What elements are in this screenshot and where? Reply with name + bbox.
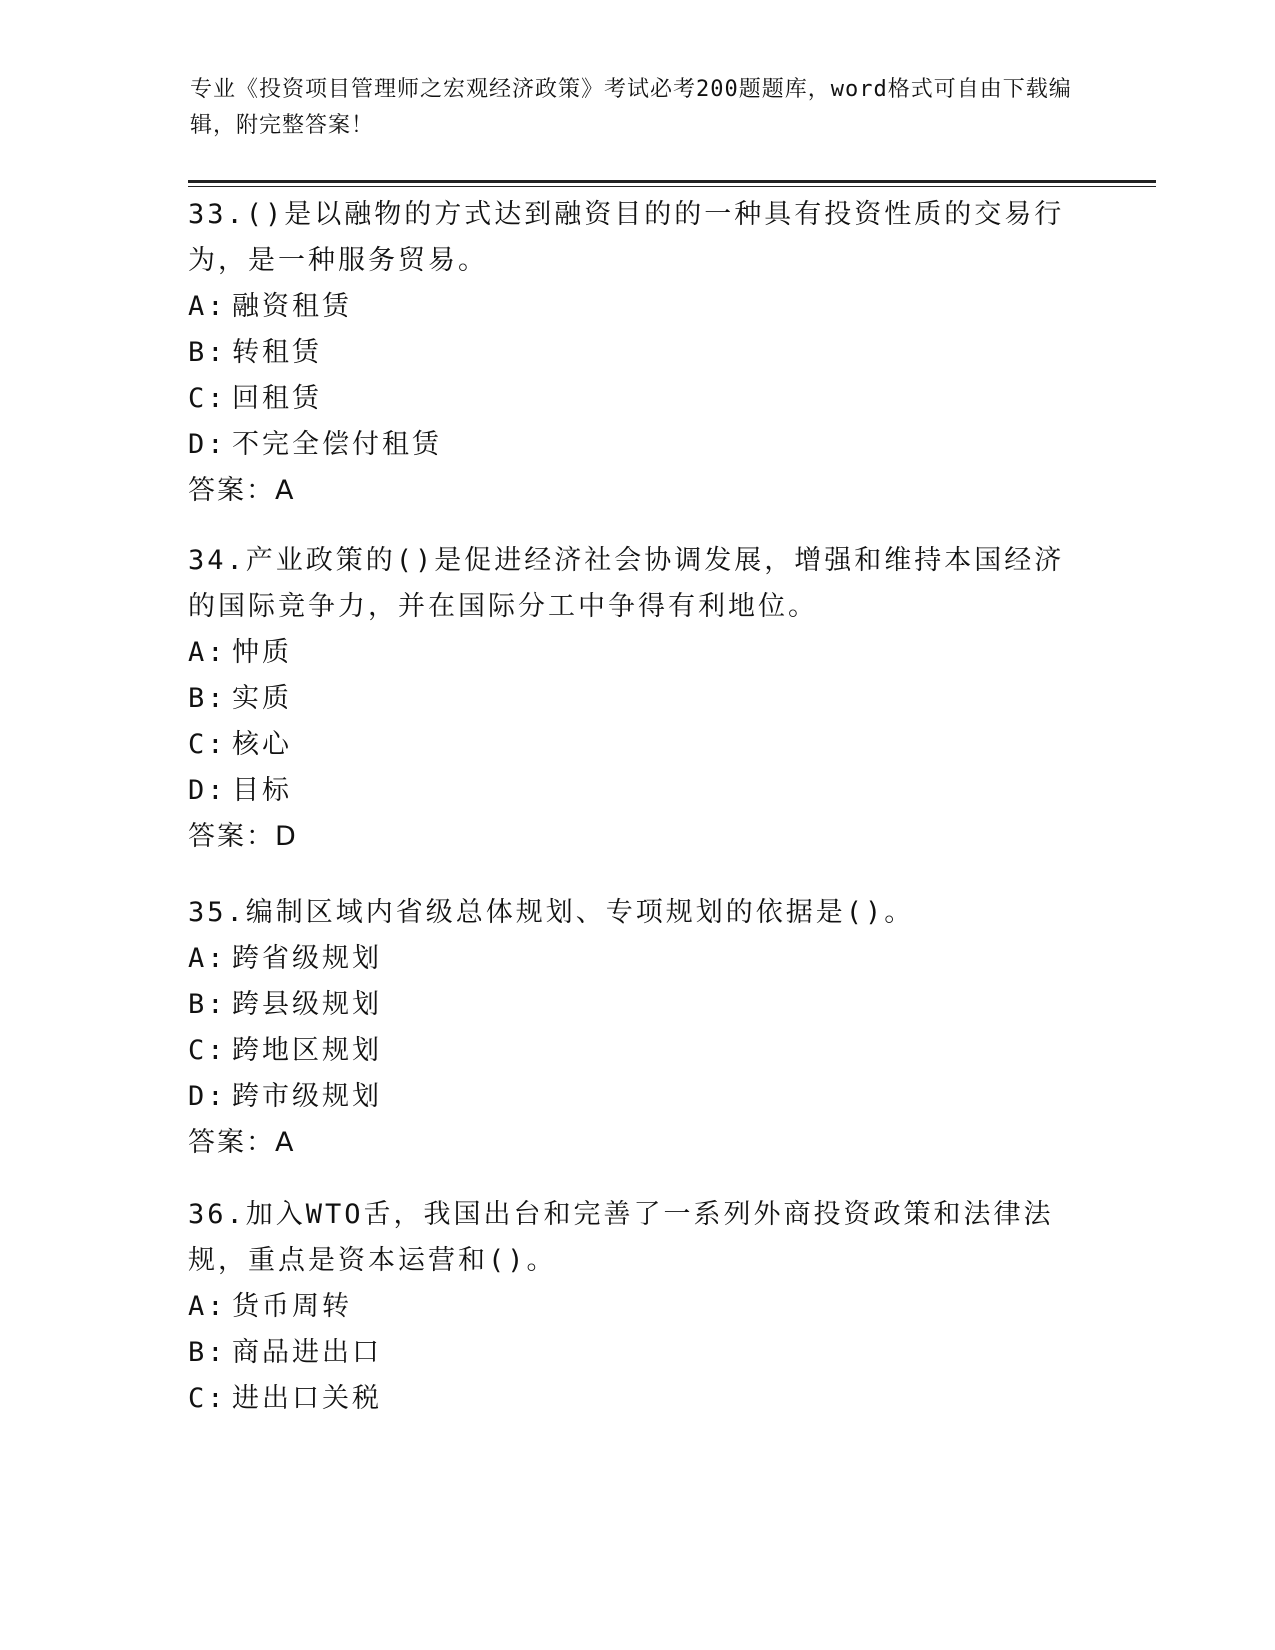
option-text: 进出口关税 — [232, 1383, 382, 1414]
question-34 — [188, 538, 1088, 860]
answer-line: 答案：A — [188, 1127, 296, 1158]
option-c — [188, 1028, 1088, 1074]
option-d — [188, 1074, 1088, 1120]
option-text: 融资租赁 — [232, 291, 352, 322]
option-b — [188, 676, 1088, 722]
option-text: 跨地区规划 — [232, 1035, 382, 1066]
question-35 — [188, 890, 1088, 1166]
header-divider-thin — [188, 186, 1156, 187]
answer-line: 答案：D — [188, 821, 298, 852]
option-list — [188, 936, 1088, 1120]
option-d — [188, 422, 1088, 468]
option-key: A: — [188, 1291, 227, 1322]
option-text: 转租赁 — [232, 337, 322, 368]
option-text: 实质 — [232, 683, 292, 714]
question-stem: 33.()是以融物的方式达到融资目的的一种具有投资性质的交易行为，是一种服务贸易。 — [188, 199, 1065, 276]
header-divider — [188, 180, 1156, 183]
option-key: A: — [188, 943, 227, 974]
option-d — [188, 768, 1088, 814]
option-key: A: — [188, 291, 227, 322]
option-list — [188, 284, 1088, 468]
question-36 — [188, 1192, 1088, 1422]
option-key: D: — [188, 775, 227, 806]
option-text: 回租赁 — [232, 383, 322, 414]
option-list — [188, 630, 1088, 814]
option-key: C: — [188, 729, 227, 760]
option-text: 忡质 — [232, 637, 292, 668]
option-key: C: — [188, 1035, 227, 1066]
question-33 — [188, 192, 1088, 514]
option-text: 货币周转 — [232, 1291, 352, 1322]
option-a — [188, 1284, 1088, 1330]
option-c — [188, 376, 1088, 422]
option-text: 跨市级规划 — [232, 1081, 382, 1112]
option-key: C: — [188, 383, 227, 414]
option-key: B: — [188, 1337, 227, 1368]
option-key: D: — [188, 429, 227, 460]
option-c — [188, 722, 1088, 768]
option-a — [188, 936, 1088, 982]
option-key: C: — [188, 1383, 227, 1414]
option-text: 核心 — [232, 729, 292, 760]
option-b — [188, 330, 1088, 376]
option-b — [188, 1330, 1088, 1376]
answer-line: 答案：A — [188, 475, 296, 506]
question-stem: 35.编制区域内省级总体规划、专项规划的依据是()。 — [188, 897, 915, 928]
option-key: B: — [188, 683, 227, 714]
option-key: D: — [188, 1081, 227, 1112]
question-stem: 36.加入WTO舌，我国出台和完善了一系列外商投资政策和法律法规，重点是资本运营和()。 — [188, 1199, 1054, 1276]
option-text: 不完全偿付租赁 — [232, 429, 442, 460]
option-b — [188, 982, 1088, 1028]
option-key: B: — [188, 989, 227, 1020]
question-stem: 34.产业政策的()是促进经济社会协调发展，增强和维持本国经济的国际竞争力，并在国际分工中争得有利地位。 — [188, 545, 1065, 622]
option-text: 目标 — [232, 775, 292, 806]
option-text: 商品进出口 — [232, 1337, 382, 1368]
option-list — [188, 1284, 1088, 1422]
option-a — [188, 630, 1088, 676]
option-key: A: — [188, 637, 227, 668]
option-a — [188, 284, 1088, 330]
option-key: B: — [188, 337, 227, 368]
document-header: 专业《投资项目管理师之宏观经济政策》考试必考200题题库，word格式可自由下载编辑，附完整答案！ — [190, 77, 1072, 138]
option-c — [188, 1376, 1088, 1422]
option-text: 跨省级规划 — [232, 943, 382, 974]
option-text: 跨县级规划 — [232, 989, 382, 1020]
